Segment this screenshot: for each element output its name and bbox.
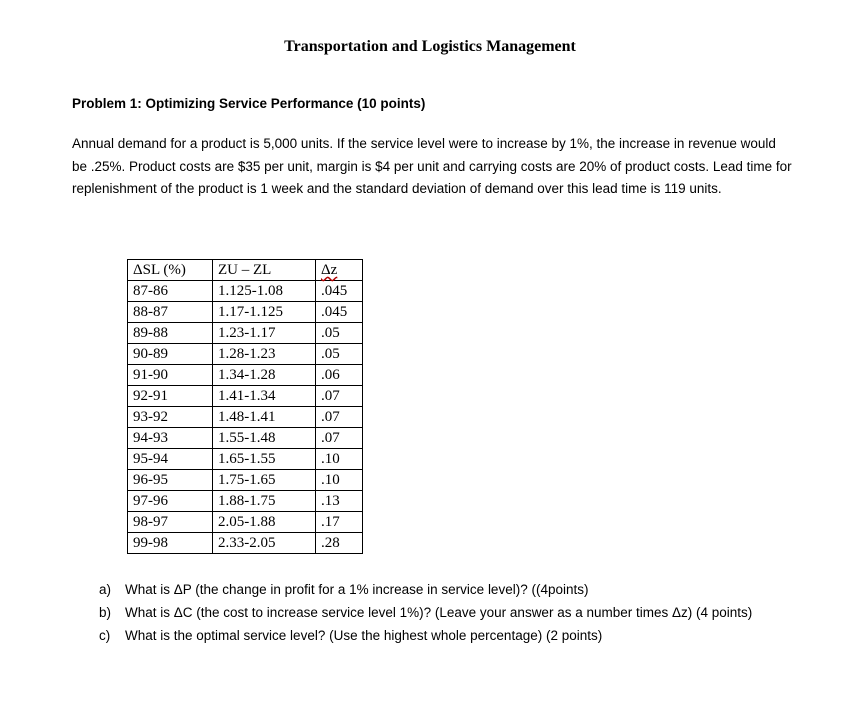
question-text: What is ΔP (the change in profit for a 1% increase in service level)? ((4points): [125, 582, 589, 597]
document-title: Transportation and Logistics Management: [284, 38, 576, 55]
question-letter: a): [99, 582, 112, 597]
table-row: [128, 449, 363, 470]
table-row: [128, 323, 363, 344]
question-item: [99, 624, 799, 647]
cell-zu-zl: 2.33-2.05: [213, 533, 316, 554]
cell-delta-z: .28: [316, 533, 363, 554]
cell-delta-z: .07: [316, 386, 363, 407]
cell-delta-z: .045: [316, 281, 363, 302]
table-row: [128, 365, 363, 386]
question-letter: b): [99, 605, 112, 620]
service-level-table: [127, 259, 363, 554]
table-row: [128, 302, 363, 323]
cell-delta-z: .05: [316, 323, 363, 344]
cell-delta-sl: 90-89: [128, 344, 213, 365]
delta-z-label: Δz: [321, 262, 338, 278]
cell-zu-zl: 1.55-1.48: [213, 428, 316, 449]
cell-delta-z: .10: [316, 449, 363, 470]
cell-delta-z: .10: [316, 470, 363, 491]
table-body: [128, 281, 363, 554]
cell-delta-sl: 99-98: [128, 533, 213, 554]
problem-heading: Problem 1: Optimizing Service Performance (10 points): [72, 96, 426, 111]
question-item: [99, 601, 799, 624]
cell-delta-z: .07: [316, 428, 363, 449]
cell-zu-zl: 1.75-1.65: [213, 470, 316, 491]
cell-zu-zl: 1.41-1.34: [213, 386, 316, 407]
cell-zu-zl: 2.05-1.88: [213, 512, 316, 533]
cell-delta-sl: 87-86: [128, 281, 213, 302]
cell-zu-zl: 1.48-1.41: [213, 407, 316, 428]
cell-delta-sl: 89-88: [128, 323, 213, 344]
cell-delta-sl: 95-94: [128, 449, 213, 470]
cell-zu-zl: 1.34-1.28: [213, 365, 316, 386]
cell-zu-zl: 1.88-1.75: [213, 491, 316, 512]
table-row: [128, 386, 363, 407]
cell-delta-z: .17: [316, 512, 363, 533]
cell-zu-zl: 1.23-1.17: [213, 323, 316, 344]
cell-zu-zl: 1.17-1.125: [213, 302, 316, 323]
cell-delta-sl: 96-95: [128, 470, 213, 491]
table-row: [128, 281, 363, 302]
table-row: [128, 344, 363, 365]
question-text: What is the optimal service level? (Use the highest whole percentage) (2 points): [125, 628, 603, 643]
cell-delta-z: .06: [316, 365, 363, 386]
question-item: [99, 578, 799, 601]
question-letter: c): [99, 628, 111, 643]
table-row: [128, 491, 363, 512]
cell-delta-sl: 91-90: [128, 365, 213, 386]
cell-delta-sl: 97-96: [128, 491, 213, 512]
cell-zu-zl: 1.125-1.08: [213, 281, 316, 302]
cell-zu-zl: 1.28-1.23: [213, 344, 316, 365]
cell-delta-z: .05: [316, 344, 363, 365]
cell-delta-z: .07: [316, 407, 363, 428]
table-row: [128, 533, 363, 554]
table-row: [128, 470, 363, 491]
table-row: [128, 428, 363, 449]
problem-intro-paragraph: Annual demand for a product is 5,000 units. If the service level were to increase by 1%, the increase in revenue would be .25%. Product costs are $35 per unit, margin is $4 per unit and carrying costs are 20% of product costs. Lead time for replenishment of the product is 1 week and the standard deviation of demand over this lead time is 119 units.: [72, 136, 792, 196]
table-header-row: [128, 260, 363, 281]
header-delta-z: [316, 260, 363, 281]
header-delta-sl: ΔSL (%): [128, 260, 213, 281]
cell-delta-sl: 88-87: [128, 302, 213, 323]
header-zu-zl: ZU – ZL: [213, 260, 316, 281]
table-row: [128, 407, 363, 428]
question-text: What is ΔC (the cost to increase service level 1%)? (Leave your answer as a number times Δz) (4 points): [125, 605, 753, 620]
table-row: [128, 512, 363, 533]
cell-delta-sl: 94-93: [128, 428, 213, 449]
cell-zu-zl: 1.65-1.55: [213, 449, 316, 470]
question-list: [99, 578, 799, 647]
cell-delta-sl: 93-92: [128, 407, 213, 428]
cell-delta-sl: 92-91: [128, 386, 213, 407]
cell-delta-z: .13: [316, 491, 363, 512]
cell-delta-sl: 98-97: [128, 512, 213, 533]
cell-delta-z: .045: [316, 302, 363, 323]
